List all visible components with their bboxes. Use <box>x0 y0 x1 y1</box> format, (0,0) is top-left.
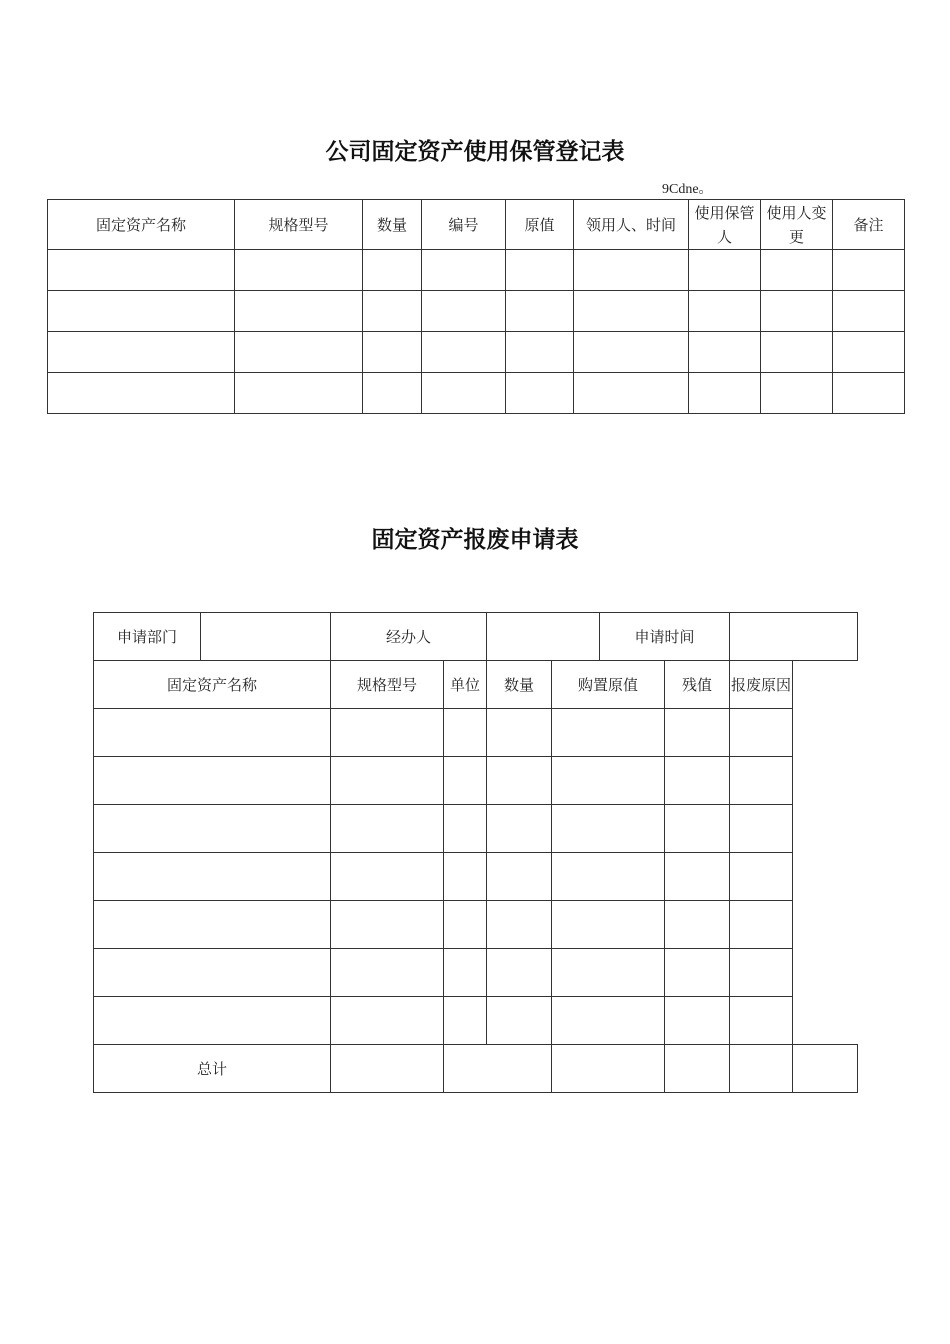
table-cell[interactable] <box>363 332 422 373</box>
table-cell[interactable] <box>506 250 574 291</box>
table-cell[interactable] <box>574 291 689 332</box>
table-cell[interactable] <box>422 291 506 332</box>
table-cell[interactable] <box>94 901 331 949</box>
table-cell[interactable] <box>94 949 331 997</box>
table-cell[interactable] <box>689 250 761 291</box>
table-row <box>94 853 858 901</box>
table-cell[interactable] <box>761 250 833 291</box>
table-cell[interactable] <box>689 332 761 373</box>
register-note: 9Cdne。 <box>662 182 713 197</box>
table-cell[interactable] <box>235 332 363 373</box>
table-cell[interactable] <box>487 757 552 805</box>
register-header-row <box>48 200 905 250</box>
time-label: 申请时间 <box>600 613 730 661</box>
table-cell[interactable] <box>94 757 331 805</box>
column-header: 报废原因 <box>730 661 793 709</box>
table-cell[interactable] <box>552 949 665 997</box>
column-header: 使用保管人 <box>689 200 761 250</box>
table-row <box>94 997 858 1045</box>
column-header: 规格型号 <box>235 200 363 250</box>
table-cell[interactable] <box>48 291 235 332</box>
table-cell[interactable] <box>574 250 689 291</box>
table-cell[interactable] <box>444 709 487 757</box>
table-cell[interactable] <box>331 709 444 757</box>
column-header: 规格型号 <box>331 661 444 709</box>
table-cell[interactable] <box>665 709 730 757</box>
table-cell[interactable] <box>444 949 487 997</box>
table-cell[interactable] <box>552 997 665 1045</box>
table-row <box>94 805 858 853</box>
column-header: 数量 <box>487 661 552 709</box>
table-cell[interactable] <box>552 805 665 853</box>
table-cell[interactable] <box>444 997 487 1045</box>
table-cell[interactable] <box>48 373 235 414</box>
table-row <box>48 250 905 291</box>
dept-field[interactable] <box>201 613 331 661</box>
time-field[interactable] <box>730 613 858 661</box>
table-cell[interactable] <box>235 250 363 291</box>
column-header: 单位 <box>444 661 487 709</box>
table-cell[interactable] <box>730 901 793 949</box>
table-cell[interactable] <box>833 250 905 291</box>
table-cell[interactable] <box>487 709 552 757</box>
table-cell[interactable] <box>422 373 506 414</box>
table-cell[interactable] <box>331 757 444 805</box>
table-row <box>48 291 905 332</box>
table-cell[interactable] <box>487 997 552 1045</box>
table-cell[interactable] <box>833 332 905 373</box>
table-cell[interactable] <box>331 805 444 853</box>
handler-label: 经办人 <box>331 613 487 661</box>
table-cell[interactable] <box>730 997 793 1045</box>
table-cell[interactable] <box>235 291 363 332</box>
column-header: 固定资产名称 <box>48 200 235 250</box>
table-cell[interactable] <box>833 373 905 414</box>
table-cell[interactable] <box>689 291 761 332</box>
table-cell[interactable] <box>665 757 730 805</box>
table-cell[interactable] <box>552 853 665 901</box>
column-header: 领用人、时间 <box>574 200 689 250</box>
column-header: 残值 <box>665 661 730 709</box>
table-cell[interactable] <box>331 1045 444 1093</box>
table-cell[interactable] <box>665 853 730 901</box>
table-row <box>48 373 905 414</box>
total-label: 总计 <box>94 1045 331 1093</box>
column-header: 使用人变更 <box>761 200 833 250</box>
table-cell[interactable] <box>444 853 487 901</box>
table-cell[interactable] <box>235 373 363 414</box>
handler-field[interactable] <box>487 613 600 661</box>
table-cell[interactable] <box>689 373 761 414</box>
table-cell[interactable] <box>444 757 487 805</box>
table-row <box>94 949 858 997</box>
table-row <box>94 757 858 805</box>
column-header: 备注 <box>833 200 905 250</box>
table-row <box>94 709 858 757</box>
table-cell[interactable] <box>506 291 574 332</box>
table-cell[interactable] <box>363 373 422 414</box>
table-row <box>48 332 905 373</box>
table-cell[interactable] <box>761 332 833 373</box>
table-cell[interactable] <box>730 949 793 997</box>
column-header: 数量 <box>363 200 422 250</box>
table-cell[interactable] <box>444 901 487 949</box>
table-cell[interactable] <box>761 291 833 332</box>
column-header: 购置原值 <box>552 661 665 709</box>
table-cell[interactable] <box>487 949 552 997</box>
table-cell[interactable] <box>552 901 665 949</box>
table-cell[interactable] <box>444 805 487 853</box>
table-cell[interactable] <box>665 901 730 949</box>
table-cell[interactable] <box>506 373 574 414</box>
asset-register-table <box>47 199 905 414</box>
table-cell[interactable] <box>422 250 506 291</box>
table-cell[interactable] <box>730 805 793 853</box>
table-cell[interactable] <box>363 291 422 332</box>
scrap-header-row <box>94 661 858 709</box>
table-cell[interactable] <box>833 291 905 332</box>
table-cell[interactable] <box>730 709 793 757</box>
register-title: 公司固定资产使用保管登记表 <box>325 139 625 165</box>
column-header: 固定资产名称 <box>94 661 331 709</box>
table-cell[interactable] <box>730 757 793 805</box>
column-header: 编号 <box>422 200 506 250</box>
table-cell[interactable] <box>48 250 235 291</box>
table-cell[interactable] <box>48 332 235 373</box>
table-cell[interactable] <box>665 997 730 1045</box>
table-cell[interactable] <box>552 1045 665 1093</box>
dept-label: 申请部门 <box>94 613 201 661</box>
table-cell[interactable] <box>552 757 665 805</box>
table-cell[interactable] <box>487 805 552 853</box>
table-cell[interactable] <box>552 709 665 757</box>
table-cell[interactable] <box>793 1045 858 1093</box>
table-cell[interactable] <box>363 250 422 291</box>
column-header: 原值 <box>506 200 574 250</box>
table-cell[interactable] <box>422 332 506 373</box>
table-row <box>94 901 858 949</box>
table-cell[interactable] <box>730 853 793 901</box>
table-cell[interactable] <box>665 949 730 997</box>
scrap-info-row <box>94 613 858 661</box>
table-cell[interactable] <box>331 997 444 1045</box>
table-cell[interactable] <box>730 1045 793 1093</box>
total-row <box>94 1045 858 1093</box>
table-cell[interactable] <box>574 332 689 373</box>
table-cell[interactable] <box>94 805 331 853</box>
table-cell[interactable] <box>506 332 574 373</box>
scrap-application-table <box>93 612 858 1093</box>
table-cell[interactable] <box>331 949 444 997</box>
scrap-title: 固定资产报废申请表 <box>371 527 579 553</box>
table-cell[interactable] <box>94 997 331 1045</box>
table-cell[interactable] <box>574 373 689 414</box>
table-cell[interactable] <box>331 901 444 949</box>
table-cell[interactable] <box>761 373 833 414</box>
table-cell[interactable] <box>487 853 552 901</box>
table-cell[interactable] <box>665 1045 730 1093</box>
table-cell[interactable] <box>331 853 444 901</box>
table-cell[interactable] <box>665 805 730 853</box>
table-cell[interactable] <box>94 853 331 901</box>
table-cell[interactable] <box>444 1045 552 1093</box>
table-cell[interactable] <box>94 709 331 757</box>
table-cell[interactable] <box>487 901 552 949</box>
